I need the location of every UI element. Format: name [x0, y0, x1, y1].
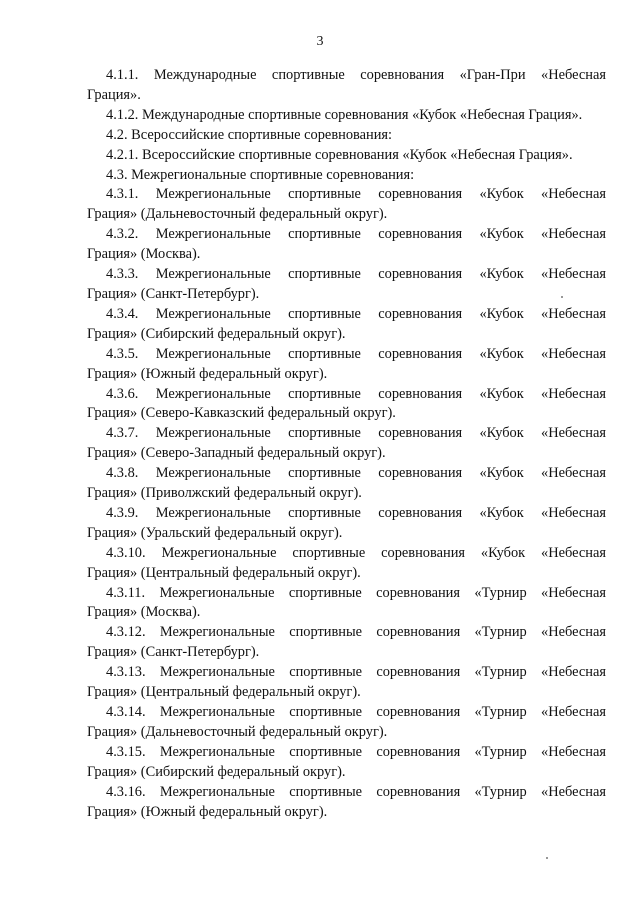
item-4-3-8-line-2: Грация» (Приволжский федеральный округ). [87, 485, 362, 502]
item-4-1-1-line-1: 4.1.1. Международные спортивные соревнования «Гран-При «Небесная [106, 67, 606, 83]
item-4-3-8-line-1: 4.3.8. Межрегиональные спортивные соревнования «Кубок «Небесная [106, 465, 606, 482]
item-4-2-1: 4.2.1. Всероссийские спортивные соревнования «Кубок «Небесная Грация». [106, 146, 573, 163]
item-4-3-6-line-2: Грация» (Северо-Кавказский федеральный округ). [87, 405, 396, 422]
item-4-3-13-line-2: Грация» (Центральный федеральный округ). [87, 684, 361, 701]
item-4-3-11-line-1: 4.3.11. Межрегиональные спортивные соревнования «Турнир «Небесная [106, 584, 606, 601]
item-4-3-15-line-2: Грация» (Сибирский федеральный округ). [87, 763, 346, 780]
item-4-3-3-line-2: Грация» (Санкт-Петербург). [87, 285, 260, 302]
item-4-3-16-line-2: Грация» (Южный федеральный округ). [87, 803, 328, 820]
item-4-1-2: 4.1.2. Международные спортивные соревнования «Кубок «Небесная Грация». [106, 106, 583, 123]
item-4-3-14-line-2: Грация» (Дальневосточный федеральный округ). [87, 723, 388, 740]
item-4-3-13-line-1: 4.3.13. Межрегиональные спортивные соревнования «Турнир «Небесная [106, 664, 606, 681]
item-4-3-12-line-2: Грация» (Санкт-Петербург). [87, 644, 260, 661]
item-4-3-6-line-1: 4.3.6. Межрегиональные спортивные соревнования «Кубок «Небесная [106, 385, 606, 402]
item-4-3-7-line-1: 4.3.7. Межрегиональные спортивные соревнования «Кубок «Небесная [106, 425, 606, 442]
item-4-3-11-line-2: Грация» (Москва). [87, 604, 201, 621]
item-4-3-9-line-2: Грация» (Уральский федеральный округ). [87, 524, 343, 541]
item-4-3-16-line-1: 4.3.16. Межрегиональные спортивные соревнования «Турнир «Небесная [106, 783, 606, 800]
item-4-3-10-line-1: 4.3.10. Межрегиональные спортивные соревнования «Кубок «Небесная [106, 544, 606, 561]
item-4-3-1-line-2: Грация» (Дальневосточный федеральный округ). [87, 206, 388, 223]
scan-speck [561, 296, 563, 298]
scan-speck [546, 857, 548, 859]
page-number: 3 [316, 34, 324, 49]
item-4-3-5-line-2: Грация» (Южный федеральный округ). [87, 365, 328, 382]
item-4-3-2-line-2: Грация» (Москва). [87, 246, 201, 263]
item-4-3-1-line-1: 4.3.1. Межрегиональные спортивные соревнования «Кубок «Небесная [106, 186, 606, 203]
item-4-1-1-line-2: Грация». [87, 86, 141, 103]
item-4-3-14-line-1: 4.3.14. Межрегиональные спортивные соревнования «Турнир «Небесная [106, 704, 606, 720]
item-4-3-10-line-2: Грация» (Центральный федеральный округ). [87, 564, 361, 581]
item-4-2: 4.2. Всероссийские спортивные соревнования: [106, 126, 393, 143]
item-4-3-2-line-1: 4.3.2. Межрегиональные спортивные соревнования «Кубок «Небесная [106, 226, 606, 243]
item-4-3-7-line-2: Грация» (Северо-Западный федеральный округ). [87, 445, 386, 462]
item-4-3-5-line-1: 4.3.5. Межрегиональные спортивные соревнования «Кубок «Небесная [106, 345, 606, 362]
item-4-3: 4.3. Межрегиональные спортивные соревнования: [106, 166, 415, 183]
document-body [87, 66, 606, 822]
item-4-3-9-line-1: 4.3.9. Межрегиональные спортивные соревнования «Кубок «Небесная [106, 504, 606, 521]
item-4-3-4-line-1: 4.3.4. Межрегиональные спортивные соревнования «Кубок «Небесная [106, 305, 606, 322]
item-4-3-12-line-1: 4.3.12. Межрегиональные спортивные соревнования «Турнир «Небесная [106, 624, 606, 641]
item-4-3-4-line-2: Грация» (Сибирский федеральный округ). [87, 325, 346, 342]
item-4-3-3-line-1: 4.3.3. Межрегиональные спортивные соревнования «Кубок «Небесная [106, 266, 606, 283]
item-4-3-15-line-1: 4.3.15. Межрегиональные спортивные соревнования «Турнир «Небесная [106, 743, 606, 760]
